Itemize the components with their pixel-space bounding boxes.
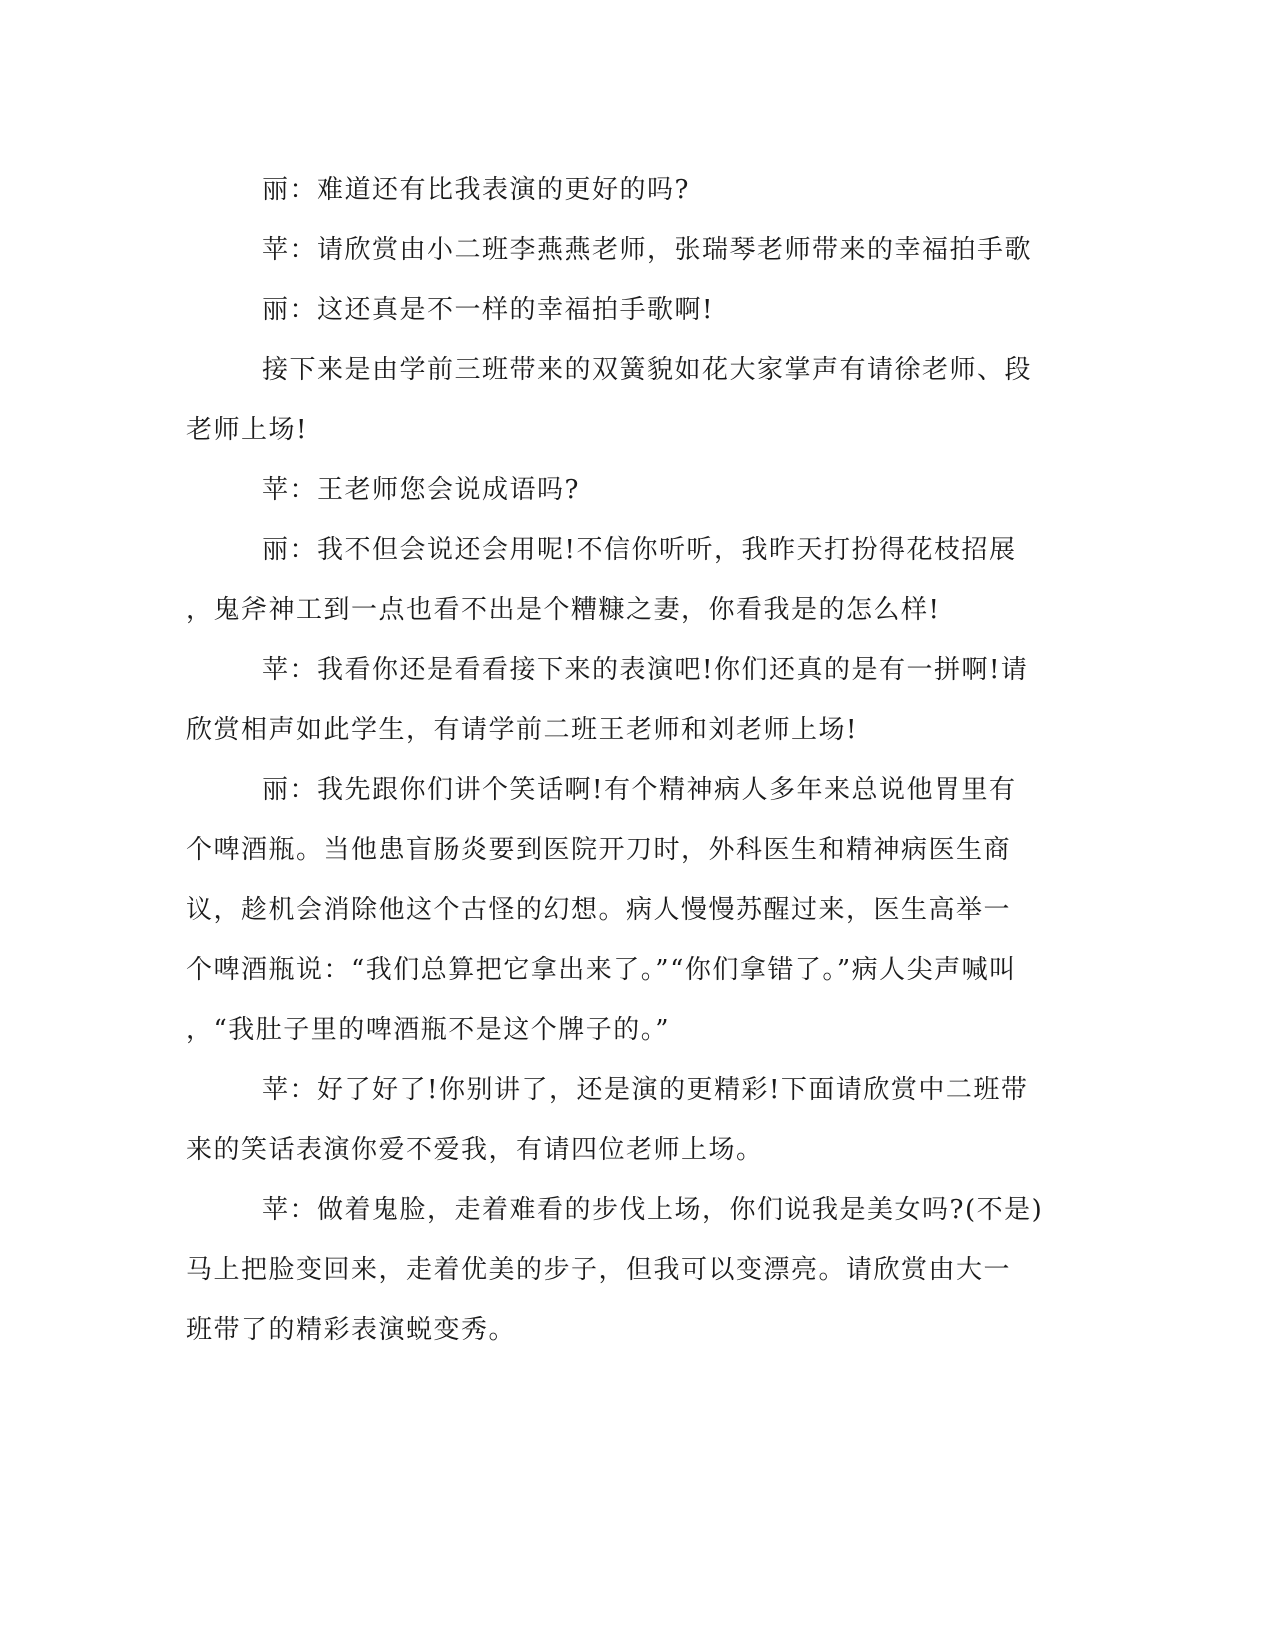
dialogue-line: 丽：这还真是不一样的幸福拍手歌啊! <box>262 295 714 325</box>
paragraph-line: 马上把脸变回来，走着优美的步子，但我可以变漂亮。请欣赏由大一 <box>186 1255 1012 1285</box>
dialogue-line: 丽：我先跟你们讲个笑话啊!有个精神病人多年来总说他胃里有 <box>262 775 1017 805</box>
dialogue-line: 苹：好了好了!你别讲了，还是演的更精彩!下面请欣赏中二班带 <box>262 1075 1029 1105</box>
dialogue-line: 苹：请欣赏由小二班李燕燕老师，张瑞琴老师带来的幸福拍手歌 <box>262 235 1033 265</box>
paragraph-line: ，鬼斧神工到一点也看不出是个糟糠之妻，你看我是的怎么样! <box>186 595 941 625</box>
paragraph-line: 个啤酒瓶。当他患盲肠炎要到医院开刀时，外科医生和精神病医生商 <box>186 835 1012 865</box>
dialogue-line: 丽：难道还有比我表演的更好的吗? <box>262 175 690 205</box>
dialogue-line: 苹：我看你还是看看接下来的表演吧!你们还真的是有一拼啊!请 <box>262 655 1029 685</box>
paragraph-line: 个啤酒瓶说：“我们总算把它拿出来了。”“你们拿错了。”病人尖声喊叫 <box>186 955 1017 985</box>
paragraph-line: ，“我肚子里的啤酒瓶不是这个牌子的。” <box>186 1015 671 1045</box>
dialogue-line: 丽：我不但会说还会用呢!不信你听听，我昨天打扮得花枝招展 <box>262 535 1017 565</box>
dialogue-line: 苹：王老师您会说成语吗? <box>262 475 580 505</box>
paragraph-line: 来的笑话表演你爱不爱我，有请四位老师上场。 <box>186 1135 764 1165</box>
paragraph-line: 班带了的精彩表演蜕变秀。 <box>186 1315 517 1345</box>
document-body <box>186 160 1066 1360</box>
paragraph-line: 议，趁机会消除他这个古怪的幻想。病人慢慢苏醒过来，医生高举一 <box>186 895 1012 925</box>
paragraph-line: 接下来是由学前三班带来的双簧貌如花大家掌声有请徐老师、段 <box>262 355 1033 385</box>
dialogue-line: 苹：做着鬼脸，走着难看的步伐上场，你们说我是美女吗?(不是) <box>262 1195 1044 1225</box>
paragraph-line: 老师上场! <box>186 415 308 445</box>
paragraph-line: 欣赏相声如此学生，有请学前二班王老师和刘老师上场! <box>186 715 858 745</box>
